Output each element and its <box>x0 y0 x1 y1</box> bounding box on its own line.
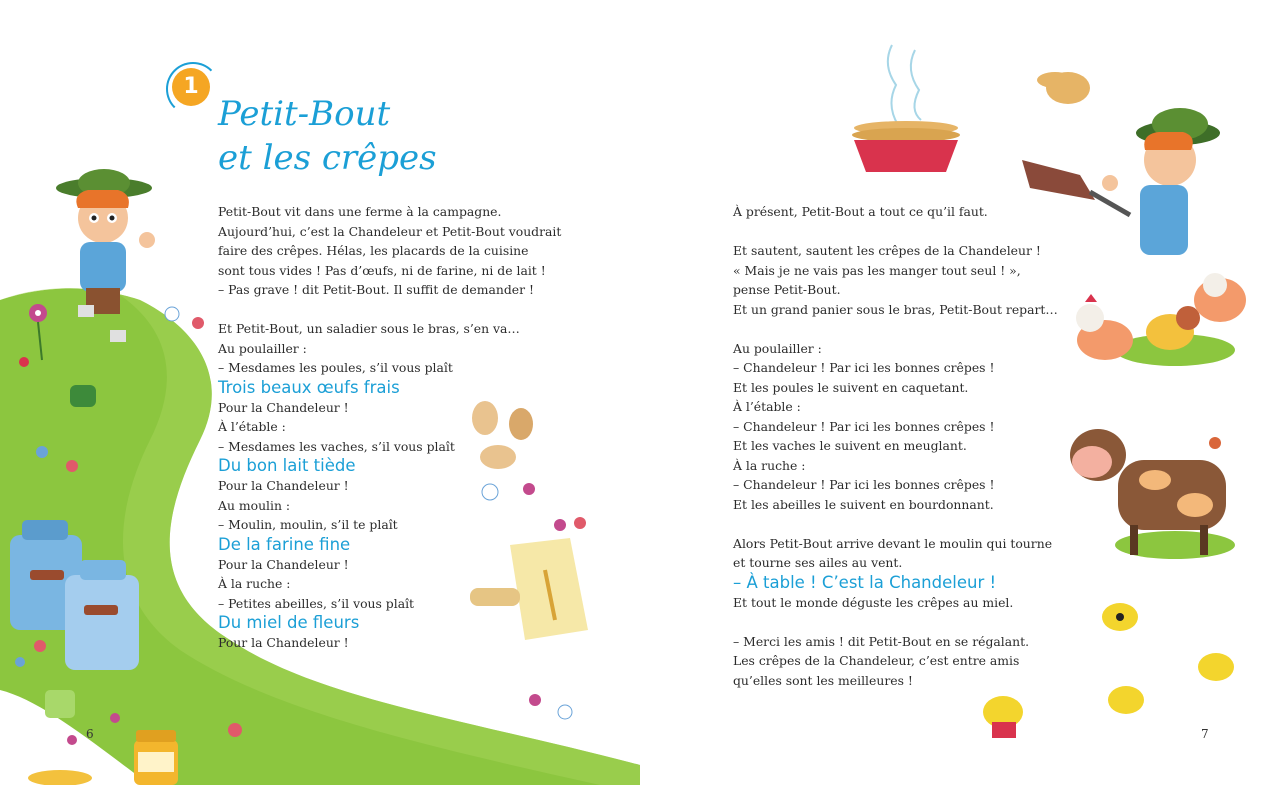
text-line: Et les abeilles le suivent en bourdonnant. <box>733 496 994 512</box>
text-line: À l’étable : <box>733 399 801 414</box>
paragraph-gap <box>733 612 1058 632</box>
text-line: qu’elles sont les meilleures ! <box>733 672 913 688</box>
text-line: Pour la Chandeleur ! <box>218 399 349 415</box>
text-line: – Chandeleur ! Par ici les bonnes crêpes ! <box>733 477 995 492</box>
refrain-line: – À table ! C’est la Chandeleur ! <box>733 572 997 592</box>
chapter-number: 1 <box>172 68 210 106</box>
page-number-left: 6 <box>86 727 94 741</box>
text-line: À la ruche : <box>218 576 291 591</box>
right-page <box>640 0 1280 785</box>
paragraph-gap <box>733 319 1058 339</box>
text-line: Et sautent, sautent les crêpes de la Chandeleur ! <box>733 243 1041 258</box>
text-line: Au moulin : <box>218 497 291 513</box>
refrain-line: Trois beaux œufs frais <box>218 377 400 397</box>
text-line: Et tout le monde déguste les crêpes au miel. <box>733 594 1014 610</box>
frying-pan-icon <box>1022 72 1130 215</box>
text-line: Pour la Chandeleur ! <box>218 635 349 650</box>
refrain-line: De la farine fine <box>218 534 351 554</box>
cow-icon <box>1070 429 1235 559</box>
boy-farmer-icon <box>1102 108 1220 255</box>
text-line: Pour la Chandeleur ! <box>218 478 349 493</box>
page-number-right: 7 <box>1201 727 1209 741</box>
text-line: – Pas grave ! dit Petit-Bout. Il suffit de demander ! <box>218 282 534 297</box>
paragraph-gap <box>733 222 1058 242</box>
text-line: – Petites abeilles, s’il vous plaît <box>218 595 415 611</box>
text-line: « Mais je ne vais pas les manger tout seul ! », <box>733 262 1021 278</box>
title-line-2: et les crêpes <box>218 138 437 178</box>
text-line: – Merci les amis ! dit Petit-Bout en se régalant. <box>733 633 1030 649</box>
text-line: faire des crêpes. Hélas, les placards de la cuisine <box>218 243 529 258</box>
hen-icon <box>1076 273 1246 366</box>
text-line: Pour la Chandeleur ! <box>218 556 349 572</box>
text-line: – Mesdames les poules, s’il vous plaît <box>218 360 453 375</box>
text-line: sont tous vides ! Pas d’œufs, ni de farine, ni de lait ! <box>218 262 546 278</box>
refrain-line: Du bon lait tiède <box>218 456 356 475</box>
paragraph-gap <box>733 514 1058 534</box>
page-title <box>218 92 437 180</box>
text-line: Les crêpes de la Chandeleur, c’est entre amis <box>733 653 1020 668</box>
text-line: Petit-Bout vit dans une ferme à la campagne. <box>218 204 502 219</box>
text-line: Et un grand panier sous le bras, Petit-Bout repart… <box>733 301 1058 317</box>
text-line: pense Petit-Bout. <box>733 282 841 297</box>
text-line: Alors Petit-Bout arrive devant le moulin qui tourne <box>733 535 1053 551</box>
story-text-left <box>218 202 561 653</box>
crepe-stack-icon <box>852 45 960 172</box>
refrain-line: Du miel de fleurs <box>218 613 360 632</box>
story-text-right <box>733 202 1058 690</box>
text-line: Au poulailler : <box>733 340 822 356</box>
paragraph-gap <box>218 300 561 320</box>
text-line: À l’étable : <box>218 419 286 434</box>
text-line: – Moulin, moulin, s’il te plaît <box>218 517 398 532</box>
text-line: Aujourd’hui, c’est la Chandeleur et Petit-Bout voudrait <box>218 223 562 239</box>
text-line: Et les poules le suivent en caquetant. <box>733 379 969 395</box>
text-line: – Chandeleur ! Par ici les bonnes crêpes ! <box>733 360 995 375</box>
text-line: À présent, Petit-Bout a tout ce qu’il faut. <box>733 204 988 219</box>
text-line: Et Petit-Bout, un saladier sous le bras, s’en va… <box>218 321 520 336</box>
text-line: – Chandeleur ! Par ici les bonnes crêpes ! <box>733 418 995 434</box>
text-line: et tourne ses ailes au vent. <box>733 555 903 570</box>
text-line: Et les vaches le suivent en meuglant. <box>733 438 967 453</box>
title-line-1: Petit-Bout <box>218 94 391 134</box>
text-line: À la ruche : <box>733 457 806 473</box>
text-line: Au poulailler : <box>218 340 307 356</box>
text-line: – Mesdames les vaches, s’il vous plaît <box>218 438 455 454</box>
